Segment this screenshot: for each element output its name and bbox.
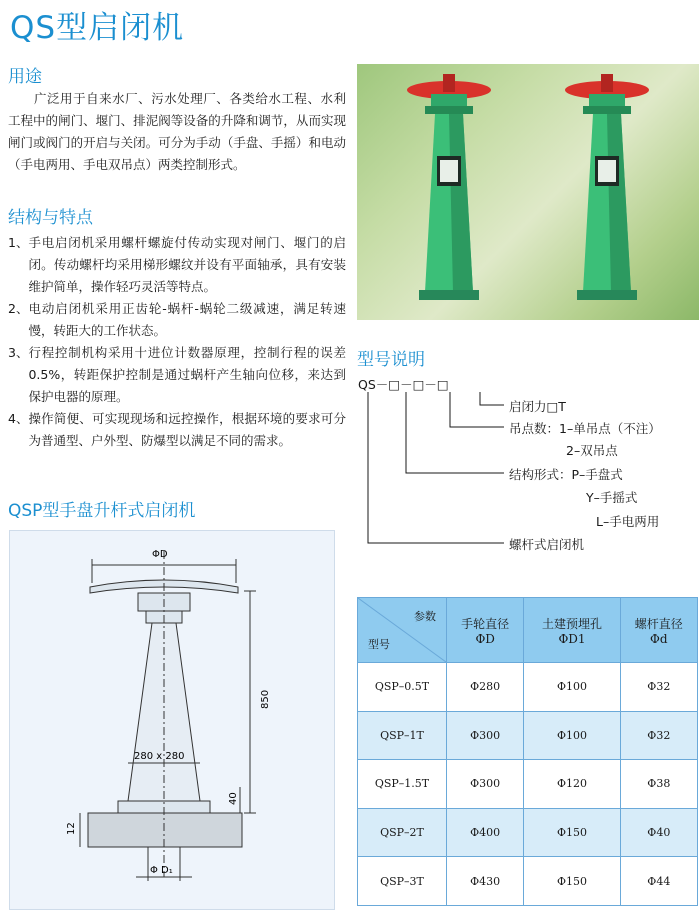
table-cell: Φ100: [524, 711, 620, 760]
table-cell: Φ44: [620, 857, 697, 906]
table-cell: Φ40: [620, 808, 697, 857]
list-item: [8, 342, 346, 408]
model-heading: 型号说明: [357, 350, 425, 370]
hoist-right: [565, 74, 649, 300]
header-line1: 螺杆直径: [634, 616, 683, 631]
dim-40-label: 40: [228, 792, 239, 805]
product-photo: [357, 64, 699, 320]
item-text: 电动启闭机采用正齿轮-蜗杆-蜗轮二级减速，满足转速慢，转距大的工作状态。: [28, 301, 346, 338]
table-cell: QSP–3T: [358, 857, 447, 906]
structure-label: 结构形式：P–手盘式: [509, 467, 623, 482]
header-line2: ΦD1: [558, 631, 586, 646]
header-line1: 土建预埋孔: [541, 616, 602, 631]
table-header-cell: [447, 598, 524, 663]
table-row: [358, 808, 698, 857]
table-cell: Φ300: [447, 711, 524, 760]
model-diagram: [356, 375, 700, 570]
list-item: [8, 298, 346, 342]
spec-table: [357, 597, 698, 906]
table-header-cell: [620, 598, 697, 663]
item-text: 操作简便、可实现现场和远控操作，根据环境的要求可分为普通型、户外型、防爆型以满足不同的需求。: [28, 411, 346, 448]
table-cell: Φ120: [524, 760, 620, 809]
drawing-svg: [10, 531, 334, 909]
table-cell: Φ100: [524, 663, 620, 712]
item-number: 3、: [8, 345, 29, 360]
table-cell: Φ300: [447, 760, 524, 809]
lift-points-option: 2–双吊点: [566, 443, 618, 458]
technical-drawing: [9, 530, 335, 910]
dim-12-label: 12: [66, 822, 77, 835]
force-label: 启闭力□T: [509, 399, 566, 414]
table-cell: Φ32: [620, 711, 697, 760]
item-number: 2、: [8, 301, 29, 316]
hoist-illustration: [357, 64, 699, 320]
table-cell: Φ150: [524, 808, 620, 857]
features-list: [8, 232, 346, 452]
dim-D-label: ΦD: [152, 549, 168, 560]
qsp-heading: QSP型手盘升杆式启闭机: [8, 501, 196, 521]
table-header-cell: [524, 598, 620, 663]
hoist-left: [407, 74, 491, 300]
table-row: [358, 711, 698, 760]
corner-top-label: 参数: [414, 610, 436, 623]
dim-base-label: 280 x 280: [134, 751, 185, 762]
table-cell: Φ32: [620, 663, 697, 712]
lift-points-label: 吊点数：1–单吊点（不注）: [509, 421, 661, 436]
table-corner-cell: [358, 598, 447, 663]
list-item: [8, 408, 346, 452]
item-text: 手电启闭机采用螺杆螺旋付传动实现对闸门、堰门的启闭。传动螺杆均采用梯形螺纹并设有平面轴承，具有安装维护简单，操作轻巧灵活等特点。: [28, 235, 346, 294]
model-code: QS－□－□－□: [358, 377, 449, 392]
usage-heading: 用途: [8, 67, 42, 87]
structure-option: Y–手摇式: [586, 490, 638, 505]
table-cell: Φ150: [524, 857, 620, 906]
table-cell: QSP–0.5T: [358, 663, 447, 712]
table-cell: Φ400: [447, 808, 524, 857]
dim-850-label: 850: [260, 689, 271, 709]
features-heading: 结构与特点: [8, 208, 93, 228]
table-cell: Φ430: [447, 857, 524, 906]
structure-option: L–手电两用: [596, 514, 660, 529]
base-label: 螺杆式启闭机: [509, 537, 585, 552]
table-header-row: [358, 598, 698, 663]
table-cell: QSP–1.5T: [358, 760, 447, 809]
table-cell: QSP–2T: [358, 808, 447, 857]
item-number: 4、: [8, 411, 29, 426]
usage-text: 广泛用于自来水厂、污水处理厂、各类给水工程、水利工程中的闸门、堰门、排泥阀等设备的升降和调节，从而实现闸门或阀门的开启与关闭。可分为手动（手盘、手摇）和电动（手电两用、手电双吊点）两类控制形式。: [8, 91, 346, 172]
table-cell: Φ38: [620, 760, 697, 809]
header-line2: Φd: [650, 631, 668, 646]
item-text: 行程控制机构采用十进位计数器原理，控制行程的误差0.5%，转距保护控制是通过蜗杆产生轴向位移，来达到保护电器的原理。: [28, 345, 346, 404]
table-row: [358, 760, 698, 809]
table-cell: Φ280: [447, 663, 524, 712]
list-item: [8, 232, 346, 298]
table-row: [358, 663, 698, 712]
table-cell: QSP–1T: [358, 711, 447, 760]
page-title: QS型启闭机: [10, 10, 185, 46]
corner-bottom-label: 型号: [368, 638, 390, 651]
table-row: [358, 857, 698, 906]
item-number: 1、: [8, 235, 29, 250]
dim-D1-label: Φ D₁: [150, 865, 173, 876]
header-line2: ΦD: [475, 631, 495, 646]
header-line1: 手轮直径: [461, 616, 510, 631]
